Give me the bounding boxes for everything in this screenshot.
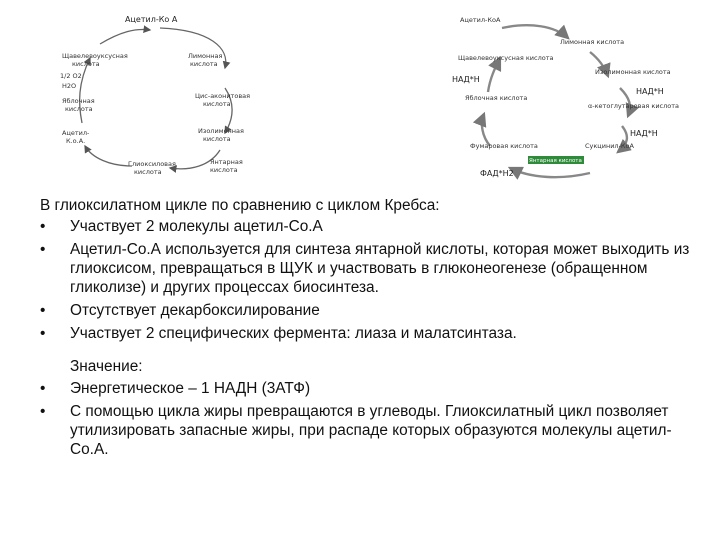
label-succinic-2: кислота bbox=[210, 166, 238, 174]
glyoxylate-cycle-svg bbox=[20, 8, 310, 183]
label-oxaloacetic-r: Щавелевоуксусная кислота bbox=[458, 54, 554, 62]
list-item: • Отсутствует декарбоксилирование bbox=[40, 302, 320, 319]
label-acetyl-coa-2: Ацетил- bbox=[62, 129, 90, 137]
list-item: • С помощью цикла жиры превращаются в углеводы. Глиоксилатный цикл позволяет утилизировать запасные жиры, при распаде которых образуются молекулы ацетил-Со.А. bbox=[40, 403, 672, 458]
label-succinic: Янтарная bbox=[210, 158, 243, 166]
krebs-cycle-svg bbox=[440, 8, 710, 188]
label-oxaloacetic-2: кислота bbox=[72, 60, 100, 68]
significance-list bbox=[40, 379, 700, 459]
bullet: • bbox=[40, 380, 46, 397]
label-citric-2: кислота bbox=[190, 60, 218, 68]
label-nadh-2: НАД*Н bbox=[636, 87, 664, 96]
comparison-text bbox=[40, 196, 700, 463]
label-nadh-3: НАД*Н bbox=[630, 129, 658, 138]
label-acetyl-coa-r: Ацетил-КоА bbox=[460, 16, 501, 24]
krebs-cycle-diagram bbox=[440, 8, 710, 188]
list-item: • Энергетическое – 1 НАДН (3АТФ) bbox=[40, 380, 311, 397]
comparison-list bbox=[40, 217, 700, 343]
label-ketoglutaric-r: α-кетоглутаровая кислота bbox=[588, 102, 680, 110]
label-isocitric-2: кислота bbox=[203, 135, 231, 143]
cycle-arrow bbox=[488, 58, 500, 92]
cycle-arrow bbox=[502, 25, 568, 38]
comparison-heading: В глиоксилатном цикле по сравнению с циклом Кребса: bbox=[40, 197, 440, 214]
bullet: • bbox=[40, 218, 46, 235]
label-acetyl-coa-2b: К.о.А. bbox=[66, 137, 86, 145]
label-nadh-1: НАД*Н bbox=[452, 75, 480, 84]
label-isocitric-r: Изолимонная кислота bbox=[595, 68, 671, 76]
label-glyoxylic: Глиоксиловая bbox=[128, 160, 176, 168]
label-succinyl-coa-r: Сукцинил-КоА bbox=[585, 142, 634, 150]
bullet: • bbox=[40, 325, 46, 342]
bullet: • bbox=[40, 403, 46, 420]
label-acetyl-coa: Ацетил-Ко А bbox=[125, 15, 178, 24]
label-citric-r: Лимонная кислота bbox=[560, 38, 625, 46]
list-item: • Ацетил-Со.А используется для синтеза янтарной кислоты, которая может выходить из глиоксисом, превращаться в ЩУК и участвовать в глюконеогенезе (обращенном гликолизе) и других процессах биосинтеза. bbox=[40, 241, 690, 296]
label-malic: Яблочная bbox=[62, 97, 95, 105]
label-citric: Лимонная bbox=[188, 52, 223, 60]
label-succinic-r: Янтарная кислота bbox=[529, 158, 582, 164]
label-glyoxylic-2: кислота bbox=[134, 168, 162, 176]
significance-heading: Значение: bbox=[70, 358, 143, 375]
cycle-arrow bbox=[85, 146, 132, 166]
label-isocitric: Изолимонная bbox=[198, 127, 244, 135]
list-item: • Участвует 2 молекулы ацетил-Со.А bbox=[40, 218, 323, 235]
label-fadh2: ФАД*Н2 bbox=[480, 169, 514, 178]
cycle-arrow bbox=[510, 168, 590, 177]
label-cis-aconitic-2: кислота bbox=[203, 100, 231, 108]
bullet: • bbox=[40, 302, 46, 319]
label-oxygen: 1/2 O2 bbox=[60, 72, 82, 80]
label-cis-aconitic: Цис-аконитовая bbox=[195, 92, 251, 100]
glyoxylate-cycle-diagram bbox=[20, 8, 310, 183]
label-fumaric-r: Фумаровая кислота bbox=[470, 142, 538, 150]
bullet: • bbox=[40, 241, 46, 258]
label-malic-2: кислота bbox=[65, 105, 93, 113]
cycle-arrow bbox=[100, 30, 150, 44]
label-oxaloacetic: Щавелевоуксусная bbox=[62, 52, 128, 60]
label-malic-r: Яблочная кислота bbox=[465, 94, 528, 102]
list-item: • Участвует 2 специфических фермента: лиаза и малатсинтаза. bbox=[40, 325, 517, 342]
label-water: H2O bbox=[62, 82, 77, 90]
